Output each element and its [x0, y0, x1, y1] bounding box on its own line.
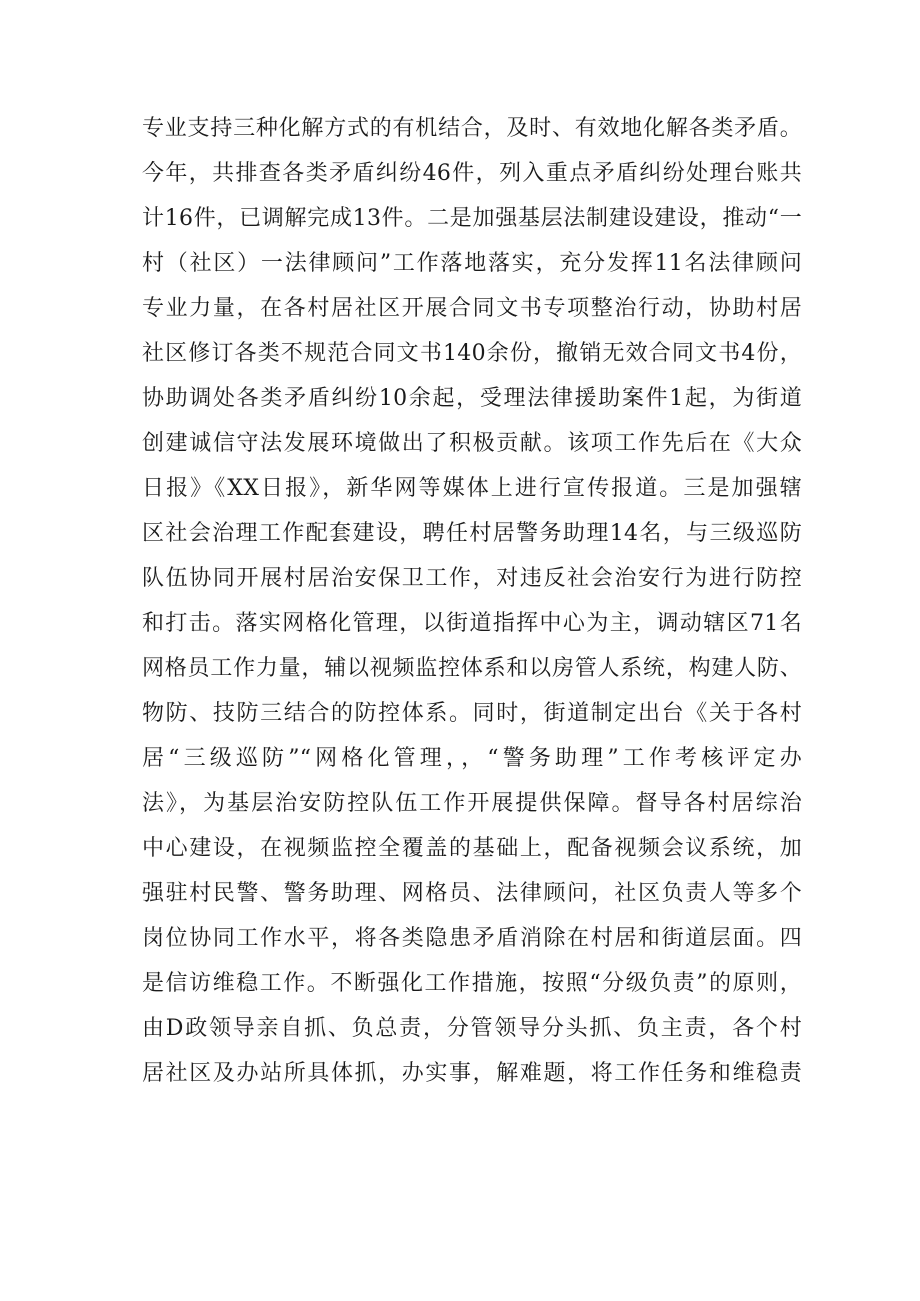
- text-line-9: 日报》《XX日报》，新华网等媒体上进行宣传报道。三是加强辖: [142, 476, 802, 501]
- text-line-1: 专业支持三种化解方式的有机结合，及时、有效地化解各类矛盾。: [142, 116, 802, 141]
- text-line-10: 区社会治理工作配套建设，聘任村居警务助理14名，与三级巡防: [142, 521, 802, 546]
- text-line-12: 和打击。落实网格化管理，以街道指挥中心为主，调动辖区71名: [142, 611, 802, 636]
- text-line-16: 法》，为基层治安防控队伍工作开展提供保障。督导各村居综治: [142, 791, 802, 816]
- text-line-19: 岗位协同工作水平，将各类隐患矛盾消除在村居和街道层面。四: [142, 926, 802, 951]
- text-line-17: 中心建设，在视频监控全覆盖的基础上，配备视频会议系统，加: [142, 836, 802, 861]
- text-line-4: 村（社区）一法律顾问”工作落地落实，充分发挥11名法律顾问: [142, 251, 802, 276]
- text-line-20: 是信访维稳工作。不断强化工作措施，按照“分级负责”的原则，: [142, 971, 802, 996]
- text-line-21: 由D政领导亲自抓、负总责，分管领导分头抓、负主责，各个村: [142, 1016, 802, 1041]
- text-line-13: 网格员工作力量，辅以视频监控体系和以房管人系统，构建人防、: [142, 656, 802, 681]
- text-line-6: 社区修订各类不规范合同文书140余份，撤销无效合同文书4份，: [142, 341, 802, 366]
- text-line-15: 居“三级巡防”“网格化管理，，“警务助理”工作考核评定办: [142, 746, 802, 771]
- document-body: [142, 106, 802, 1096]
- text-line-14: 物防、技防三结合的防控体系。同时，街道制定出台《关于各村: [142, 701, 802, 726]
- text-line-8: 创建诚信守法发展环境做出了积极贡献。该项工作先后在《大众: [142, 431, 802, 456]
- text-line-3: 计16件，已调解完成13件。二是加强基层法制建设建设，推动“一: [142, 206, 802, 231]
- text-line-11: 队伍协同开展村居治安保卫工作，对违反社会治安行为进行防控: [142, 566, 802, 591]
- text-line-2: 今年，共排查各类矛盾纠纷46件，列入重点矛盾纠纷处理台账共: [142, 161, 802, 186]
- text-line-18: 强驻村民警、警务助理、网格员、法律顾问，社区负责人等多个: [142, 881, 802, 906]
- text-line-22: 居社区及办站所具体抓，办实事，解难题，将工作任务和维稳责: [142, 1061, 802, 1086]
- text-line-5: 专业力量，在各村居社区开展合同文书专项整治行动，协助村居: [142, 296, 802, 321]
- text-line-7: 协助调处各类矛盾纠纷10余起，受理法律援助案件1起，为街道: [142, 386, 802, 411]
